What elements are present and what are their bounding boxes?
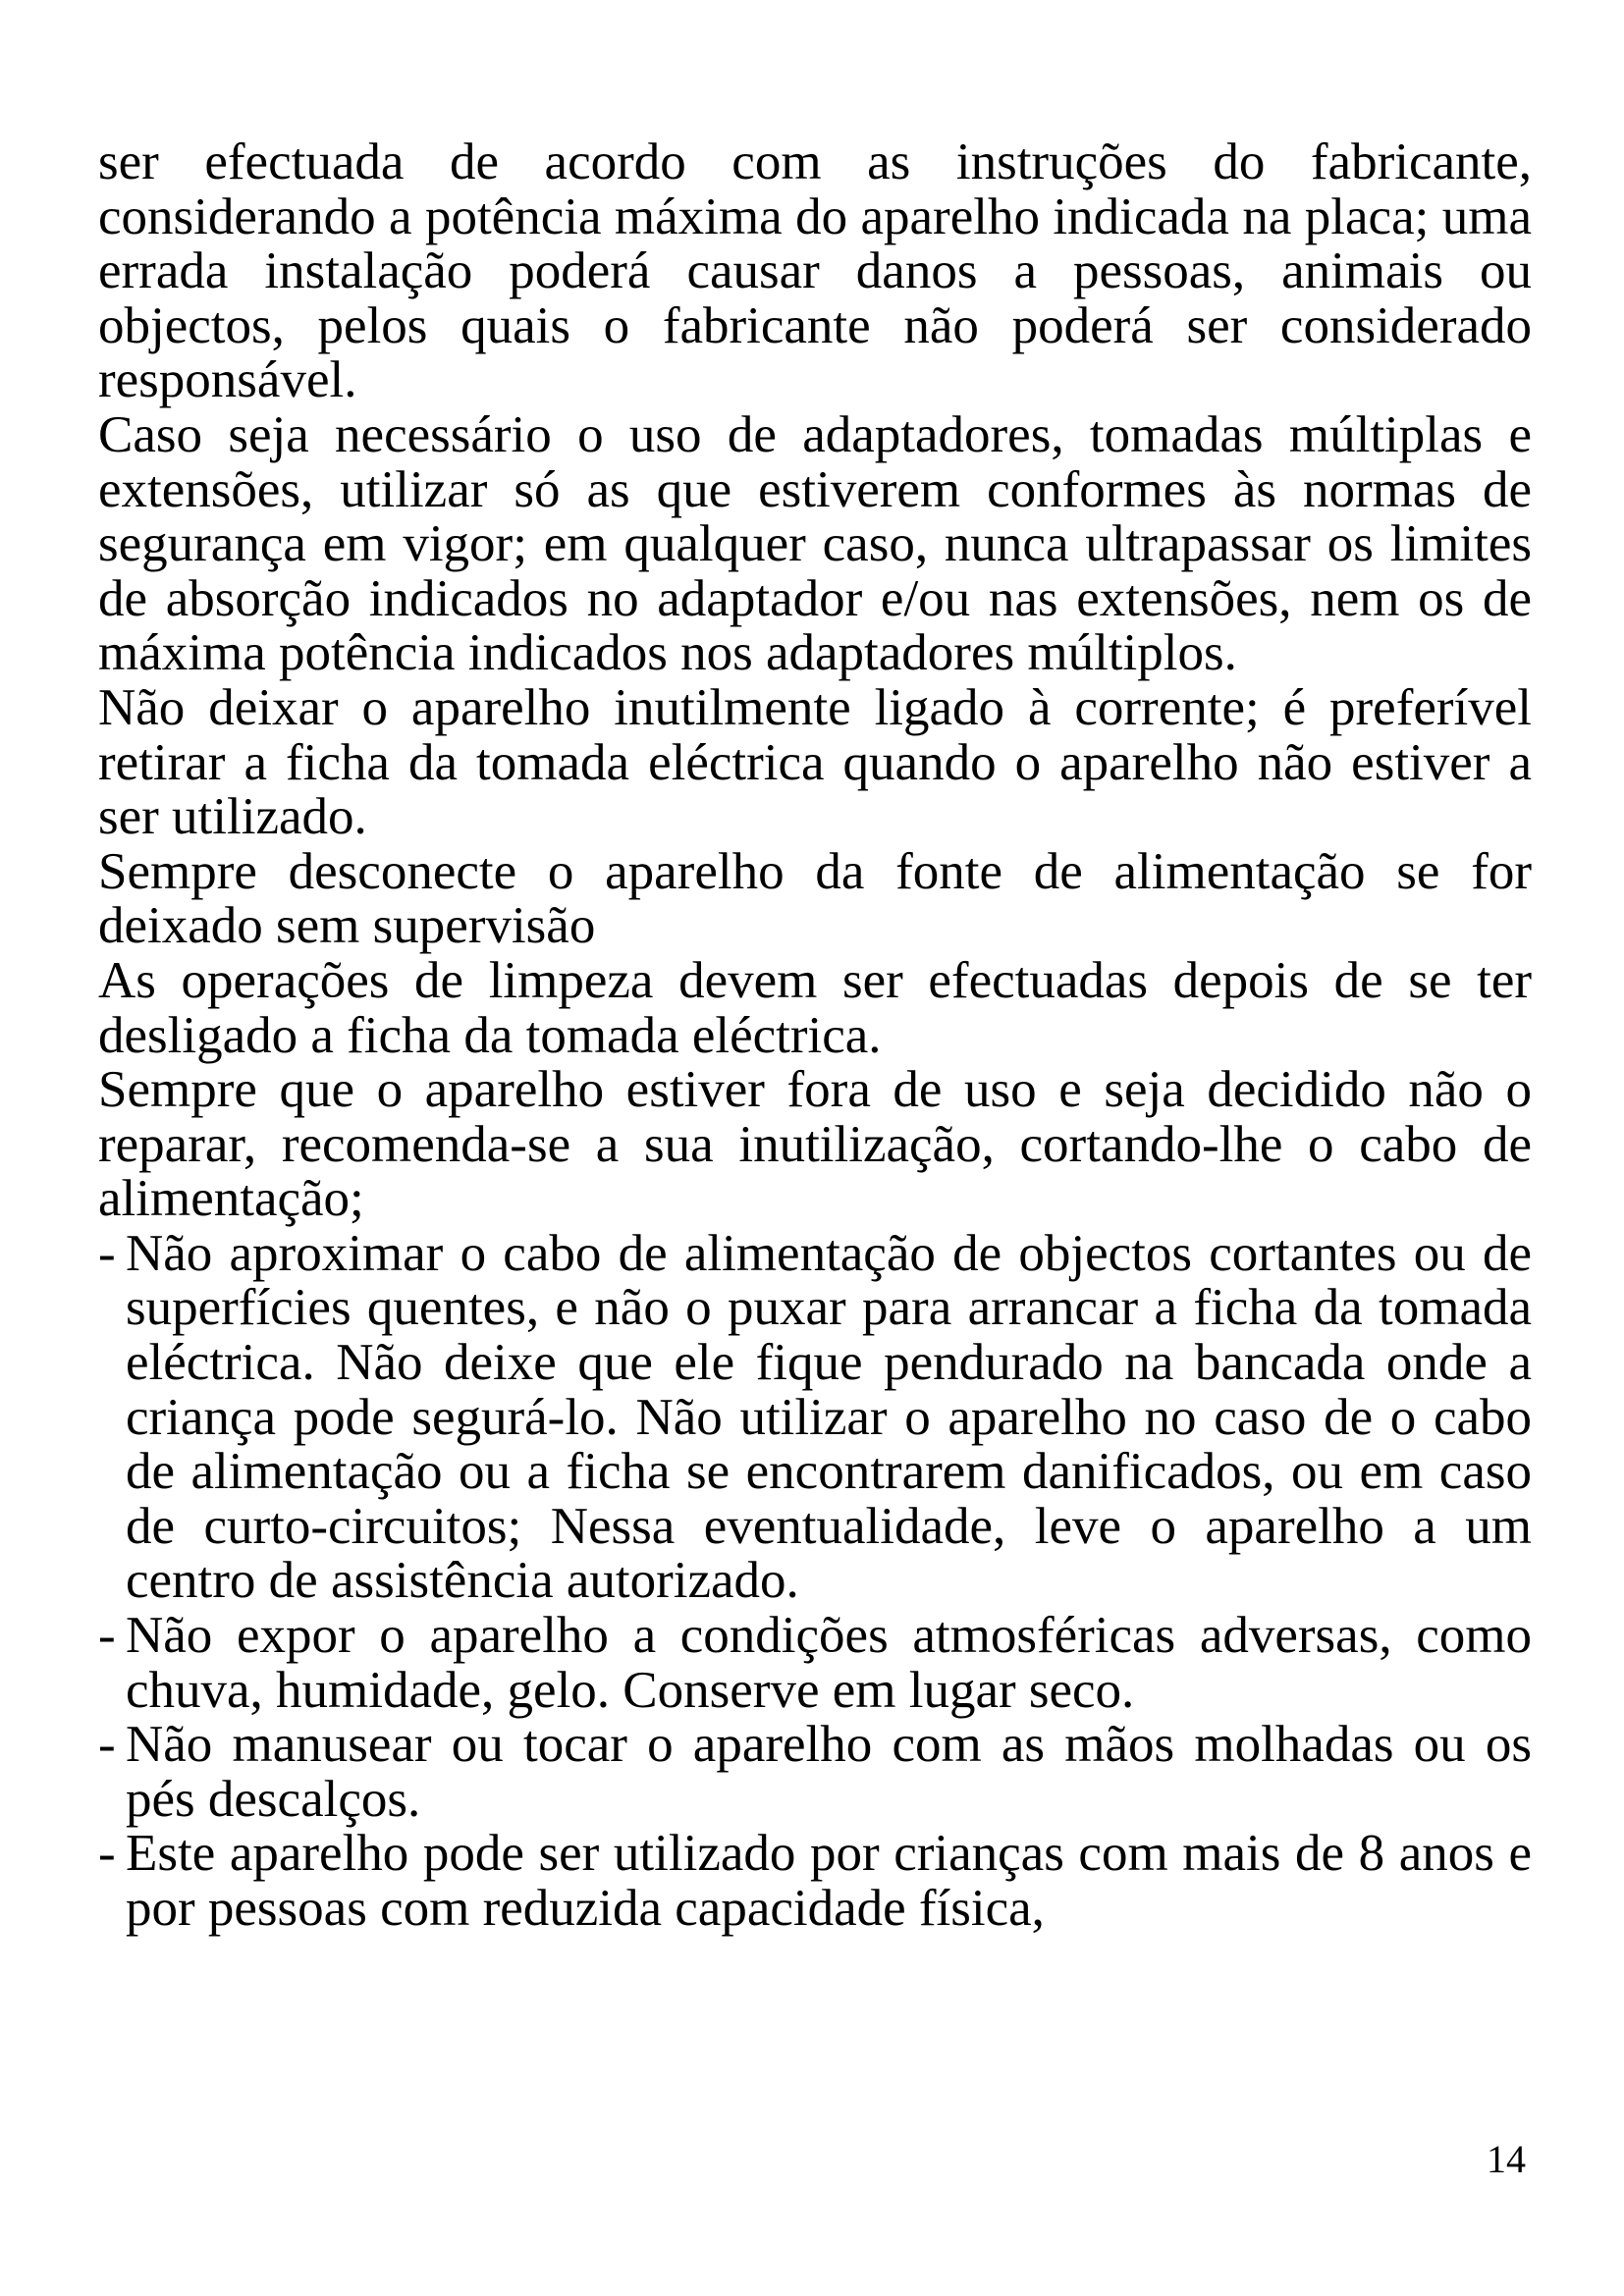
body-text <box>98 135 1532 1937</box>
bullet-marker: - <box>98 1716 116 1774</box>
bullet-marker: - <box>98 1607 116 1665</box>
bullet-item-cable <box>98 1224 1532 1610</box>
paragraph-cleaning: As operações de limpeza devem ser efectuadas depois de se ter desligado a ficha da tomada eléctrica. <box>98 951 1532 1064</box>
bullet-text: Este aparelho pode ser utilizado por crianças com mais de 8 anos e por pessoas com reduzida capacidade física, <box>126 1825 1532 1937</box>
bullet-item-children <box>98 1827 1532 1936</box>
bullet-text: Não manusear ou tocar o aparelho com as mãos molhadas ou os pés descalços. <box>126 1716 1532 1828</box>
paragraph-unplug: Não deixar o aparelho inutilmente ligado à corrente; é preferível retirar a ficha da tomada eléctrica quando o aparelho não estiver a ser utilizado. <box>98 678 1532 846</box>
bullet-marker: - <box>98 1825 116 1883</box>
bullet-text: Não aproximar o cabo de alimentação de objectos cortantes ou de superfícies quentes, e não o puxar para arrancar a ficha da tomada eléctrica. Não deixe que ele fique pendurado na bancada onde a criança pode segurá-lo. Não utilizar o aparelho no caso de o cabo de alimentação ou a ficha se encontrarem danificados, ou em caso de curto-circuitos; Nessa eventualidade, leve o aparelho a um centro de assistência autorizado. <box>126 1224 1532 1610</box>
bullet-item-weather <box>98 1609 1532 1718</box>
bullet-marker: - <box>98 1224 116 1282</box>
bullet-text: Não expor o aparelho a condições atmosféricas adversas, como chuva, humidade, gelo. Conserve em lugar seco. <box>126 1607 1532 1719</box>
paragraph-installation: ser efectuada de acordo com as instruções do fabricante, considerando a potência máxima do aparelho indicada na placa; uma errada instalação poderá causar danos a pessoas, animais ou objectos, pelos quais o fabricante não poderá ser considerado responsável. <box>98 133 1532 409</box>
bullet-item-wet-hands <box>98 1718 1532 1827</box>
paragraph-adapters: Caso seja necessário o uso de adaptadores, tomadas múltiplas e extensões, utilizar só as que estiverem conformes às normas de segurança em vigor; em qualquer caso, nunca ultrapassar os limites de absorção indicados no adaptador e/ou nas extensões, nem os de máxima potência indicados nos adaptadores múltiplos. <box>98 405 1532 682</box>
paragraph-disposal: Sempre que o aparelho estiver fora de uso e seja decidido não o reparar, recomenda-se a sua inutilização, cortando-lhe o cabo de alimentação; <box>98 1061 1532 1228</box>
paragraph-supervision: Sempre desconecte o aparelho da fonte de alimentação se for deixado sem supervisão <box>98 842 1532 955</box>
page-number: 14 <box>1487 2137 1526 2181</box>
